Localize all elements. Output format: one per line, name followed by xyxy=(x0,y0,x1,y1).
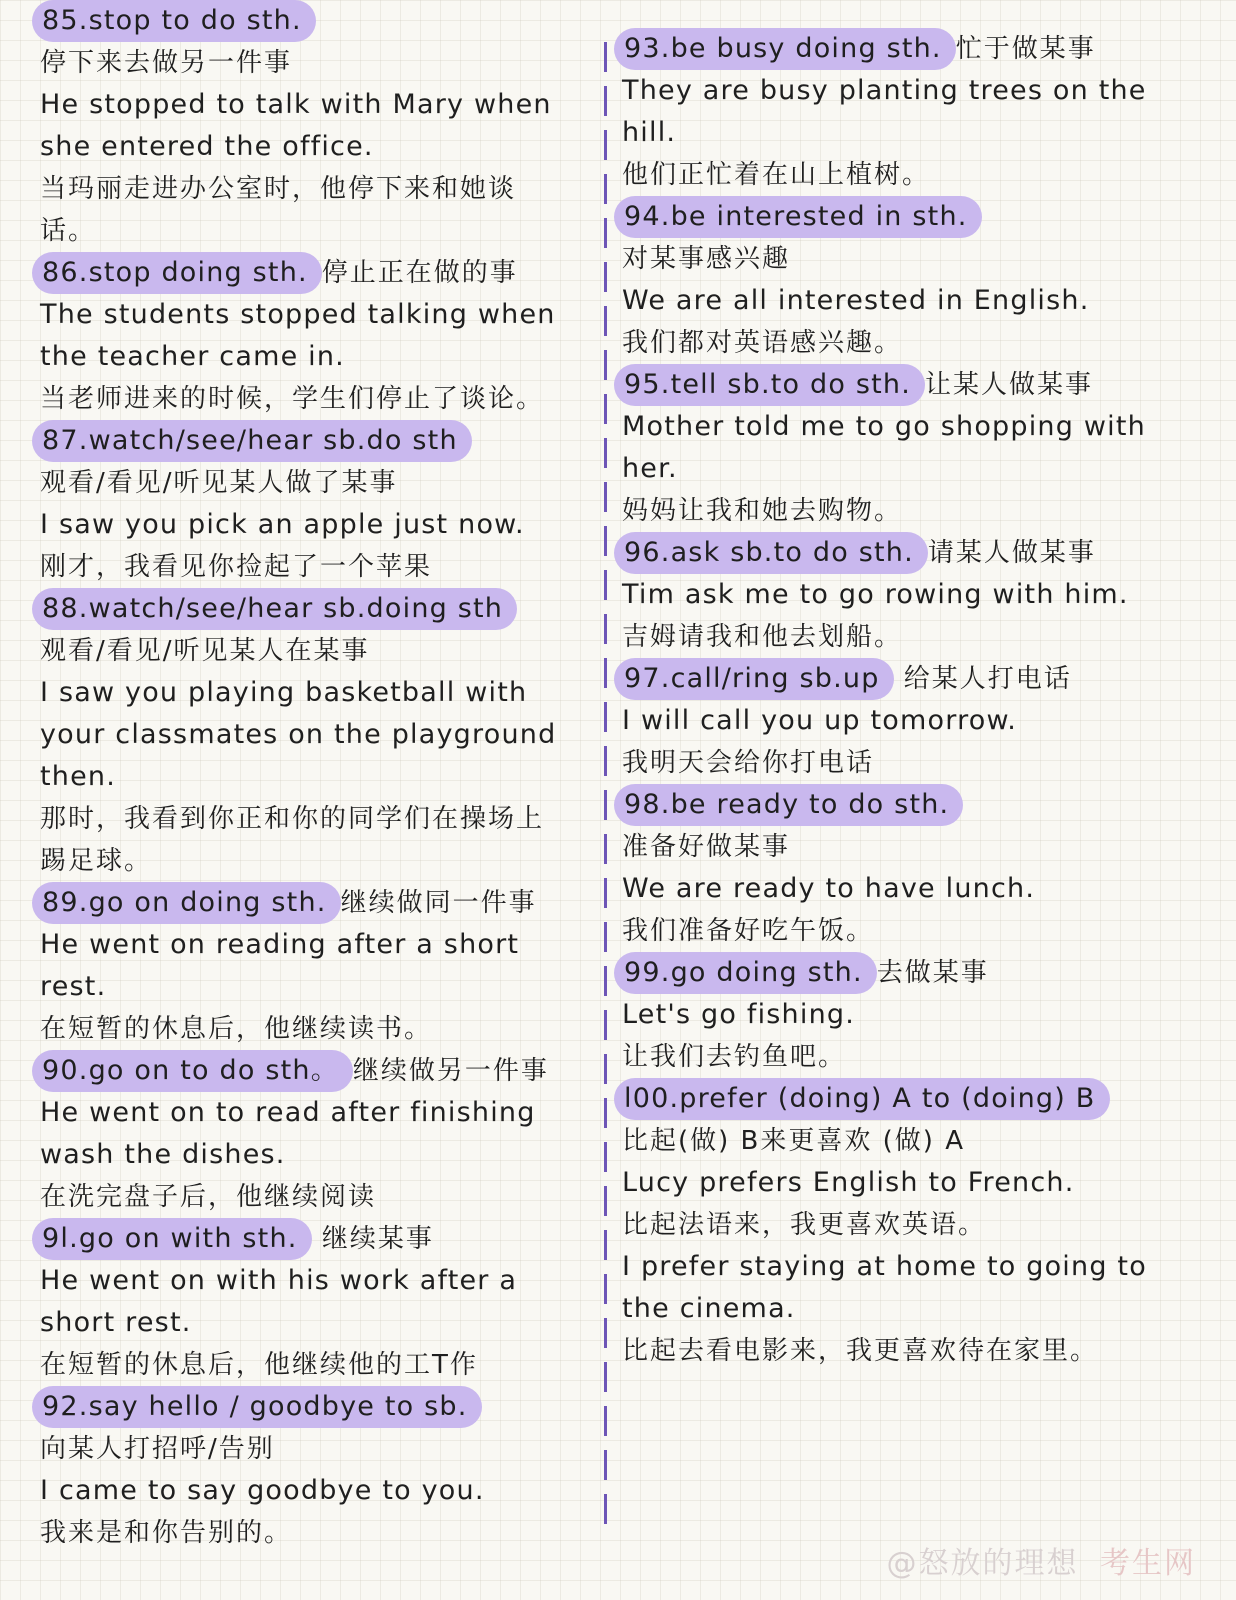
phrase-number: 95 xyxy=(624,369,661,400)
phrase-highlight xyxy=(614,784,963,826)
phrase-dot: . xyxy=(69,1223,79,1254)
example-line: We are all interested in English. xyxy=(622,285,1090,316)
phrase-highlight xyxy=(32,0,316,42)
phrase-meaning: 比起(做) B来更喜欢 (做) A xyxy=(622,1126,965,1156)
phrase-meaning: 向某人打招呼/告别 xyxy=(40,1434,275,1464)
translation-line: 刚才，我看见你捡起了一个苹果 xyxy=(40,552,433,582)
example-line: the cinema. xyxy=(622,1293,796,1324)
phrase-heading xyxy=(622,658,1222,700)
phrase-text: be interested in sth. xyxy=(670,201,968,232)
phrase-number: 90 xyxy=(42,1055,79,1086)
phrase-meaning-inline: 继续做同一件事 xyxy=(340,888,537,918)
phrase-heading xyxy=(622,196,1222,238)
example-line: I prefer staying at home to going to xyxy=(622,1251,1147,1282)
phrase-number: 93 xyxy=(624,33,661,64)
phrase-text: be ready to do sth. xyxy=(670,789,950,820)
example-line: I saw you playing basketball with xyxy=(40,677,528,708)
phrase-heading xyxy=(622,952,1222,994)
phrase-meaning-inline: 继续做另一件事 xyxy=(352,1056,549,1086)
phrase-text: stop to do sth. xyxy=(88,5,302,36)
example-line: wash the dishes. xyxy=(40,1139,286,1170)
example-line: We are ready to have lunch. xyxy=(622,873,1036,904)
phrase-meaning: 准备好做某事 xyxy=(622,832,791,862)
phrase-dot: . xyxy=(660,201,671,232)
example-line: rest. xyxy=(40,971,107,1002)
phrase-meaning-inline: 让某人做某事 xyxy=(925,370,1094,400)
phrase-number: 97 xyxy=(624,663,661,694)
phrase-entry xyxy=(622,784,1222,952)
phrase-entry xyxy=(40,1218,600,1386)
example-line: the teacher came in. xyxy=(40,341,345,372)
phrase-dot: . xyxy=(78,887,89,918)
phrase-text: watch/see/hear sb.doing sth xyxy=(88,593,504,624)
phrase-number: 9l xyxy=(42,1223,70,1254)
phrase-entry xyxy=(40,588,600,882)
translation-line: 踢足球。 xyxy=(40,846,153,876)
translation-line: 我来是和你告别的。 xyxy=(40,1518,293,1548)
phrase-entry xyxy=(40,882,600,1050)
phrase-dot: . xyxy=(78,593,89,624)
translation-line: 让我们去钓鱼吧。 xyxy=(622,1042,847,1072)
phrase-number: 96 xyxy=(624,537,661,568)
phrase-highlight xyxy=(614,196,982,238)
phrase-entry xyxy=(622,364,1222,532)
phrase-entry xyxy=(40,1050,600,1218)
phrase-entry xyxy=(622,196,1222,364)
example-line: He went on reading after a short xyxy=(40,929,520,960)
example-line: He went on to read after finishing xyxy=(40,1097,536,1128)
phrase-highlight xyxy=(32,1218,312,1260)
phrase-heading xyxy=(622,532,1222,574)
example-line: hill. xyxy=(622,117,677,148)
phrase-heading xyxy=(40,420,600,462)
example-line: The students stopped talking when xyxy=(40,299,556,330)
phrase-dot: . xyxy=(660,369,671,400)
phrase-heading xyxy=(40,1050,600,1092)
phrase-number: 87 xyxy=(42,425,79,456)
translation-line: 在洗完盘子后，他继续阅读 xyxy=(40,1182,377,1212)
phrase-heading xyxy=(40,882,600,924)
right-column xyxy=(622,28,1222,1372)
phrase-meaning: 观看/看见/听见某人在某事 xyxy=(40,636,370,666)
example-line: They are busy planting trees on the xyxy=(622,75,1147,106)
translation-line: 我明天会给你打电话 xyxy=(622,748,875,778)
translation-line: 比起去看电影来，我更喜欢待在家里。 xyxy=(622,1336,1099,1366)
phrase-number: 98 xyxy=(624,789,661,820)
example-line: short rest. xyxy=(40,1307,192,1338)
phrase-text: ask sb.to do sth. xyxy=(670,537,914,568)
phrase-text: go on doing sth. xyxy=(88,887,327,918)
phrase-text: call/ring sb.up xyxy=(670,663,880,694)
translation-line: 在短暂的休息后，他继续读书。 xyxy=(40,1014,433,1044)
translation-line: 当玛丽走进办公室时，他停下来和她谈 xyxy=(40,174,517,204)
phrase-entry xyxy=(622,532,1222,658)
phrase-heading xyxy=(622,364,1222,406)
phrase-meaning-inline: 继续某事 xyxy=(311,1224,434,1254)
phrase-text: be busy doing sth. xyxy=(670,33,942,64)
phrase-dot: . xyxy=(78,5,89,36)
left-column xyxy=(40,0,600,1554)
watermark-handle: @怒放的理想 xyxy=(886,1546,1079,1581)
phrase-dot: . xyxy=(78,257,89,288)
translation-line: 我们都对英语感兴趣。 xyxy=(622,328,903,358)
phrase-number: l00 xyxy=(624,1083,670,1114)
phrase-entry xyxy=(622,28,1222,196)
phrase-meaning-inline: 去做某事 xyxy=(876,958,989,988)
phrase-highlight xyxy=(32,1386,482,1428)
phrase-text: say hello / goodbye to sb. xyxy=(88,1391,468,1422)
translation-line: 比起法语来，我更喜欢英语。 xyxy=(622,1210,987,1240)
phrase-heading xyxy=(40,1386,600,1428)
example-line: I came to say goodbye to you. xyxy=(40,1475,485,1506)
phrase-entry xyxy=(40,0,600,252)
phrase-highlight xyxy=(614,364,925,406)
phrase-heading xyxy=(40,252,600,294)
phrase-text: prefer (doing) A to (doing) B xyxy=(679,1083,1096,1114)
example-line: Tim ask me to go rowing with him. xyxy=(622,579,1129,610)
translation-line: 话。 xyxy=(40,216,97,246)
phrase-meaning-inline: 请某人做某事 xyxy=(927,538,1096,568)
translation-line: 他们正忙着在山上植树。 xyxy=(622,160,931,190)
phrase-highlight xyxy=(32,882,341,924)
phrase-text: go on to do sth。 xyxy=(88,1055,339,1086)
example-line: Lucy prefers English to French. xyxy=(622,1167,1075,1198)
phrase-text: go on with sth. xyxy=(78,1223,298,1254)
phrase-heading xyxy=(40,0,600,42)
phrase-text: tell sb.to do sth. xyxy=(670,369,912,400)
translation-line: 在短暂的休息后，他继续他的工T作 xyxy=(40,1350,478,1380)
phrase-number: 88 xyxy=(42,593,79,624)
phrase-meaning-inline: 忙于做某事 xyxy=(955,34,1096,64)
example-line: I saw you pick an apple just now. xyxy=(40,509,525,540)
column-divider xyxy=(604,42,607,1532)
translation-line: 那时，我看到你正和你的同学们在操场上 xyxy=(40,804,545,834)
example-line: He stopped to talk with Mary when xyxy=(40,89,552,120)
example-line: Mother told me to go shopping with xyxy=(622,411,1146,442)
phrase-dot: . xyxy=(669,1083,680,1114)
phrase-meaning-inline: 停止正在做的事 xyxy=(321,258,518,288)
example-line: your classmates on the playground xyxy=(40,719,557,750)
phrase-dot: . xyxy=(660,33,671,64)
phrase-entry xyxy=(40,420,600,588)
phrase-highlight xyxy=(614,28,956,70)
phrase-dot: . xyxy=(660,789,671,820)
phrase-dot: . xyxy=(78,425,89,456)
phrase-text: watch/see/hear sb.do sth xyxy=(88,425,458,456)
translation-line: 当老师进来的时候，学生们停止了谈论。 xyxy=(40,384,545,414)
phrase-number: 86 xyxy=(42,257,79,288)
phrase-entry xyxy=(622,952,1222,1078)
phrase-entry xyxy=(622,1078,1222,1372)
phrase-highlight xyxy=(32,1050,353,1092)
translation-line: 妈妈让我和她去购物。 xyxy=(622,496,903,526)
example-line: then. xyxy=(40,761,117,792)
phrase-entry xyxy=(622,658,1222,784)
phrase-meaning-inline: 给某人打电话 xyxy=(893,664,1072,694)
phrase-highlight xyxy=(614,658,894,700)
phrase-heading xyxy=(622,1078,1222,1120)
phrase-entry xyxy=(40,252,600,420)
phrase-number: 92 xyxy=(42,1391,79,1422)
example-line: her. xyxy=(622,453,678,484)
example-line: I will call you up tomorrow. xyxy=(622,705,1018,736)
phrase-dot: . xyxy=(660,663,671,694)
phrase-dot: . xyxy=(78,1391,89,1422)
phrase-number: 94 xyxy=(624,201,661,232)
phrase-heading xyxy=(622,784,1222,826)
phrase-highlight xyxy=(32,252,322,294)
example-line: He went on with his work after a xyxy=(40,1265,518,1296)
phrase-heading xyxy=(40,588,600,630)
phrase-heading xyxy=(622,28,1222,70)
phrase-highlight xyxy=(32,588,517,630)
translation-line: 吉姆请我和他去划船。 xyxy=(622,622,903,652)
phrase-heading xyxy=(40,1218,600,1260)
phrase-highlight xyxy=(614,532,928,574)
phrase-highlight xyxy=(614,1078,1110,1120)
watermark xyxy=(886,1538,1196,1582)
phrase-meaning: 停下来去做另一件事 xyxy=(40,48,293,78)
phrase-number: 85 xyxy=(42,5,79,36)
phrase-dot: . xyxy=(660,957,671,988)
phrase-highlight xyxy=(32,420,472,462)
phrase-entry xyxy=(40,1386,600,1554)
translation-line: 我们准备好吃午饭。 xyxy=(622,916,875,946)
phrase-text: go doing sth. xyxy=(670,957,863,988)
phrase-text: stop doing sth. xyxy=(88,257,308,288)
phrase-meaning: 对某事感兴趣 xyxy=(622,244,791,274)
phrase-meaning: 观看/看见/听见某人做了某事 xyxy=(40,468,398,498)
example-line: Let's go fishing. xyxy=(622,999,855,1030)
phrase-dot: . xyxy=(660,537,671,568)
phrase-number: 99 xyxy=(624,957,661,988)
watermark-brand: 考生网 xyxy=(1100,1546,1196,1581)
example-line: she entered the office. xyxy=(40,131,374,162)
phrase-highlight xyxy=(614,952,877,994)
phrase-number: 89 xyxy=(42,887,79,918)
phrase-dot: . xyxy=(78,1055,89,1086)
